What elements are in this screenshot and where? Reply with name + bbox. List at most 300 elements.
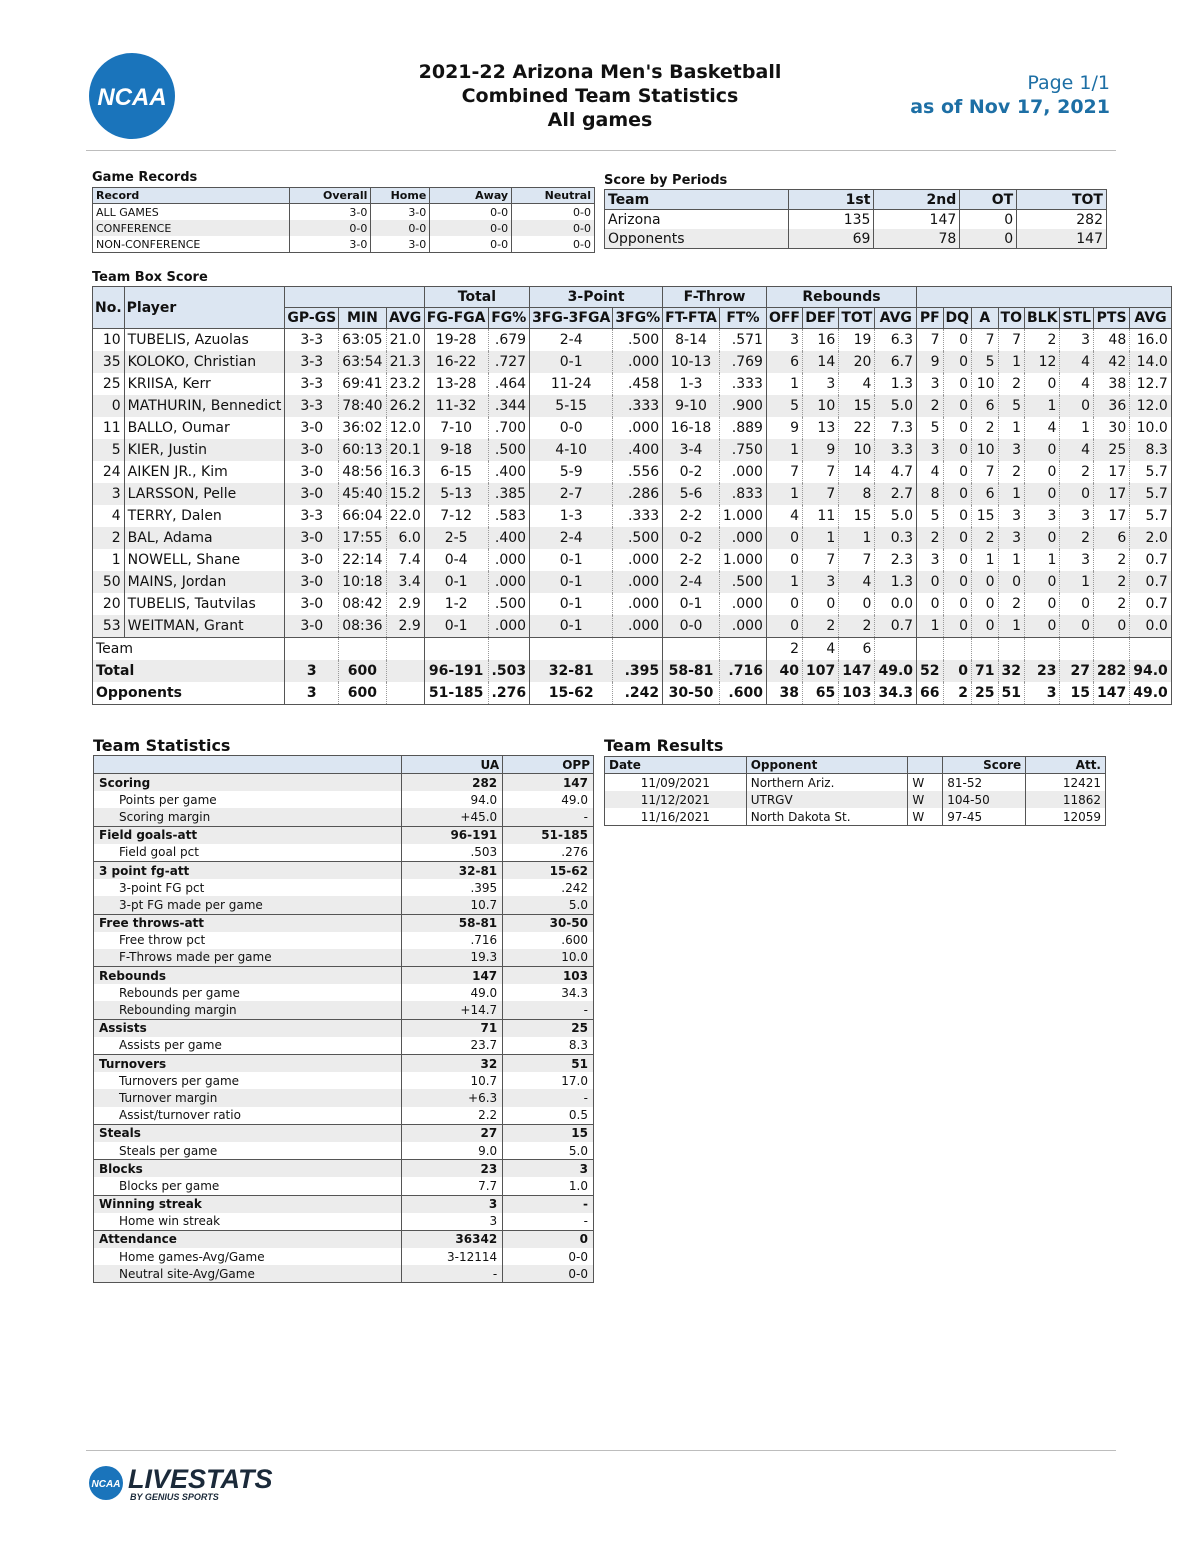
player-stat: 10-13	[663, 351, 720, 373]
box-col-header: 3FG%	[613, 308, 663, 329]
group-rebounds: Rebounds	[766, 287, 916, 308]
gr-cell: 0-0	[430, 204, 512, 221]
gr-header: Overall	[289, 188, 371, 204]
player-stat: 16.3	[386, 461, 424, 483]
player-stat: 3-0	[285, 461, 339, 483]
player-stat: 0.7	[1130, 549, 1172, 571]
ts-group-row	[94, 1160, 594, 1178]
ts-cell: 58-81	[402, 914, 503, 932]
player-stat: 3	[803, 373, 839, 395]
result-cell: North Dakota St.	[746, 808, 908, 826]
ts-cell: 3-12114	[402, 1248, 503, 1265]
player-stat: 1	[1060, 417, 1094, 439]
player-stat: 7-12	[424, 505, 488, 527]
sp-header: TOT	[1017, 190, 1107, 210]
player-stat: 19	[839, 329, 875, 352]
opp-row-cell: 38	[766, 682, 802, 705]
player-stat: 16-22	[424, 351, 488, 373]
ts-group-row	[94, 1055, 594, 1073]
ts-cell: Scoring	[94, 774, 402, 792]
player-stat: 1.000	[719, 505, 766, 527]
ts-cell: 36342	[402, 1230, 503, 1248]
player-stat: 0	[943, 417, 972, 439]
opp-row-cell: .276	[488, 682, 530, 705]
player-stat: 0	[766, 549, 802, 571]
player-name: NOWELL, Shane	[124, 549, 285, 571]
player-stat: 5-9	[530, 461, 613, 483]
opp-row-cell: 65	[803, 682, 839, 705]
player-row	[93, 593, 1172, 615]
ts-sub-row	[94, 1072, 594, 1089]
ts-cell: Attendance	[94, 1230, 402, 1248]
total-row-cell: 96-191	[424, 660, 488, 682]
player-stat: 0	[1025, 439, 1060, 461]
total-row-cell: 52	[917, 660, 943, 682]
player-name: MAINS, Jordan	[124, 571, 285, 593]
ts-cell: Rebounds	[94, 967, 402, 985]
ts-cell: 282	[402, 774, 503, 792]
ts-header: OPP	[503, 756, 594, 774]
player-stat: 0	[917, 571, 943, 593]
player-stat: 2	[839, 615, 875, 638]
ts-group-row	[94, 914, 594, 932]
player-stat: .500	[719, 571, 766, 593]
ts-cell: Assists	[94, 1019, 402, 1037]
player-stat: .500	[613, 329, 663, 352]
opp-row-cell: 15	[1060, 682, 1094, 705]
team-row-cell	[339, 638, 386, 661]
opp-row-cell: 147	[1094, 682, 1130, 705]
box-col-header: TO	[998, 308, 1024, 329]
player-stat: 11-32	[424, 395, 488, 417]
ts-cell: 23.7	[402, 1037, 503, 1055]
player-stat: 0-0	[663, 615, 720, 638]
player-stat: .750	[719, 439, 766, 461]
player-stat: 20	[102, 596, 121, 612]
ts-cell: .242	[503, 879, 594, 896]
total-row-cell: 32	[998, 660, 1024, 682]
player-stat: 4.7	[875, 461, 917, 483]
player-stat: 10.0	[1130, 417, 1172, 439]
player-stat: 63:05	[339, 329, 386, 352]
player-stat: 1	[998, 351, 1024, 373]
player-stat: 66:04	[339, 505, 386, 527]
player-stat: 5.0	[875, 395, 917, 417]
player-stat: 3-0	[285, 527, 339, 549]
sp-cell: 69	[788, 229, 874, 249]
player-stat: 15	[839, 505, 875, 527]
ts-cell: .395	[402, 879, 503, 896]
player-stat: 2	[972, 417, 998, 439]
player-stat: 0-2	[663, 461, 720, 483]
player-stat: 7	[803, 461, 839, 483]
sp-cell: 0	[960, 210, 1017, 230]
player-row	[93, 417, 1172, 439]
ts-cell: 51-185	[503, 826, 594, 844]
team-row-cell	[917, 638, 943, 661]
player-stat: 2	[1094, 571, 1130, 593]
player-stat: .000	[719, 615, 766, 638]
ts-cell: Turnovers	[94, 1055, 402, 1073]
player-stat: 1	[1060, 571, 1094, 593]
ts-cell: Rebounding margin	[94, 1001, 402, 1019]
opp-row-label: Opponents	[96, 685, 183, 701]
player-stat: .000	[719, 527, 766, 549]
ts-cell: 1.0	[503, 1177, 594, 1195]
total-row-cell	[386, 660, 424, 682]
player-stat: .583	[488, 505, 530, 527]
player-stat: 14	[839, 461, 875, 483]
player-stat: 0	[972, 571, 998, 593]
player-stat: 4	[1060, 351, 1094, 373]
player-stat: 0.3	[875, 527, 917, 549]
player-stat: .000	[488, 549, 530, 571]
player-stat: 0	[943, 439, 972, 461]
ts-cell: 0-0	[503, 1248, 594, 1265]
player-stat: 5	[917, 417, 943, 439]
opp-row-cell: 3	[1025, 682, 1060, 705]
team-row-cell: 4	[803, 638, 839, 661]
player-stat: .286	[613, 483, 663, 505]
player-stat: 2	[1060, 461, 1094, 483]
player-stat: 7	[972, 329, 998, 352]
player-stat: 4	[111, 508, 121, 524]
team-statistics-table	[93, 755, 594, 1283]
player-stat: 3.4	[386, 571, 424, 593]
player-stat: 2	[917, 395, 943, 417]
gr-header: Away	[430, 188, 512, 204]
player-stat: 1	[1025, 395, 1060, 417]
ncaa-logo	[88, 52, 176, 140]
player-stat: 0-4	[424, 549, 488, 571]
player-stat: 0	[1025, 373, 1060, 395]
ts-cell: 0	[503, 1230, 594, 1248]
player-stat: .679	[488, 329, 530, 352]
ts-cell: 147	[503, 774, 594, 792]
ts-cell: 17.0	[503, 1072, 594, 1089]
player-stat: .000	[613, 417, 663, 439]
player-stat: .556	[613, 461, 663, 483]
ts-cell: -	[503, 1001, 594, 1019]
gr-cell: 3-0	[289, 204, 371, 221]
player-name: TERRY, Dalen	[124, 505, 285, 527]
player-name: KIER, Justin	[124, 439, 285, 461]
player-stat: 6	[972, 483, 998, 505]
sp-header: Team	[605, 190, 789, 210]
player-stat: 0	[766, 615, 802, 638]
ts-cell: 8.3	[503, 1037, 594, 1055]
team-results-title: Team Results	[604, 736, 724, 755]
player-stat: 0	[93, 395, 125, 417]
player-stat: 9-10	[663, 395, 720, 417]
player-stat: 2-2	[663, 549, 720, 571]
ts-cell: Blocks	[94, 1160, 402, 1178]
player-stat: .400	[488, 461, 530, 483]
ts-sub-row	[94, 1107, 594, 1125]
player-stat: 0	[1060, 483, 1094, 505]
player-stat: 1	[766, 373, 802, 395]
player-stat: 0.7	[1130, 593, 1172, 615]
sp-row	[605, 210, 1107, 230]
player-stat: 2	[93, 527, 125, 549]
player-row	[93, 615, 1172, 638]
player-stat: .000	[613, 549, 663, 571]
player-stat: 2	[1094, 549, 1130, 571]
team-row-cell	[719, 638, 766, 661]
player-stat: 2-7	[530, 483, 613, 505]
ts-cell: 94.0	[402, 791, 503, 808]
player-stat: 0-1	[424, 615, 488, 638]
player-stat: 3-3	[285, 395, 339, 417]
player-stat: 0.7	[875, 615, 917, 638]
player-stat: 0	[1025, 615, 1060, 638]
player-stat: 15	[972, 505, 998, 527]
ts-cell: 51	[503, 1055, 594, 1073]
player-stat: 50	[93, 571, 125, 593]
player-stat: .385	[488, 483, 530, 505]
col-player: Player	[124, 287, 285, 329]
player-stat: 5.7	[1130, 483, 1172, 505]
player-stat: 0	[839, 593, 875, 615]
opp-row-cell: 600	[339, 682, 386, 705]
result-cell: 104-50	[943, 791, 1026, 808]
tr-header: Score	[943, 757, 1026, 774]
ts-sub-row	[94, 791, 594, 808]
player-stat: .400	[488, 527, 530, 549]
player-stat: 17:55	[339, 527, 386, 549]
player-stat: 2.9	[386, 593, 424, 615]
gr-cell: 0-0	[371, 220, 430, 236]
player-stat: 48:56	[339, 461, 386, 483]
team-row-cell: 2	[766, 638, 802, 661]
player-stat: 2.9	[386, 615, 424, 638]
opp-row-cell	[386, 682, 424, 705]
ts-cell: Blocks per game	[119, 1178, 220, 1193]
player-stat: 8	[917, 483, 943, 505]
page-info	[910, 72, 1110, 119]
opp-row-cell: 25	[972, 682, 998, 705]
player-stat: 0	[917, 593, 943, 615]
game-records-table	[92, 187, 595, 253]
player-stat: 4	[1060, 373, 1094, 395]
ts-cell: +14.7	[402, 1001, 503, 1019]
player-stat: 1	[998, 549, 1024, 571]
player-stat: 6.7	[875, 351, 917, 373]
player-stat: 4	[766, 505, 802, 527]
player-stat: 22	[839, 417, 875, 439]
player-stat: .769	[719, 351, 766, 373]
ts-cell: 5.0	[503, 1142, 594, 1160]
box-col-header: OFF	[766, 308, 802, 329]
player-stat: .900	[719, 395, 766, 417]
player-stat: 3-0	[285, 571, 339, 593]
player-stat: 3	[998, 439, 1024, 461]
sp-row	[605, 229, 1107, 249]
player-row	[93, 505, 1172, 527]
player-stat: 3-0	[285, 593, 339, 615]
ts-sub-row	[94, 879, 594, 896]
opp-row-cell: 2	[943, 682, 972, 705]
gr-cell: 3-0	[371, 204, 430, 221]
livestats-logo	[88, 1462, 278, 1508]
col-no: No.	[93, 287, 125, 329]
sp-header: OT	[960, 190, 1017, 210]
player-stat: 7.3	[875, 417, 917, 439]
ts-sub-row	[94, 1089, 594, 1106]
ts-cell: 3	[402, 1195, 503, 1213]
opp-row-cell: 66	[917, 682, 943, 705]
team-row-cell	[488, 638, 530, 661]
ts-cell: Steals per game	[119, 1143, 218, 1158]
ts-cell: 15-62	[503, 861, 594, 879]
ts-cell: Field goal pct	[119, 845, 199, 860]
player-stat: 22:14	[339, 549, 386, 571]
ts-group-row	[94, 967, 594, 985]
ts-header: UA	[402, 756, 503, 774]
ts-cell: 3-pt FG made per game	[94, 896, 402, 914]
player-stat: 7	[839, 549, 875, 571]
ts-cell: 147	[402, 967, 503, 985]
ts-cell: 96-191	[402, 826, 503, 844]
ts-cell: -	[503, 1089, 594, 1106]
ts-cell: 34.3	[503, 984, 594, 1001]
player-stat: 12.0	[386, 417, 424, 439]
player-stat: 5-6	[663, 483, 720, 505]
player-stat: 7	[803, 483, 839, 505]
player-stat: 10	[102, 332, 121, 348]
player-stat: 3	[998, 527, 1024, 549]
player-stat: 3-3	[285, 329, 339, 352]
ts-cell: +6.3	[402, 1089, 503, 1106]
player-stat: 10	[972, 373, 998, 395]
report-title	[380, 60, 820, 132]
player-stat: 8-14	[663, 329, 720, 352]
player-stat: 3-4	[663, 439, 720, 461]
opp-row-cell: 3	[285, 682, 339, 705]
player-stat: .000	[488, 571, 530, 593]
player-stat: 16-18	[663, 417, 720, 439]
team-results-table	[604, 756, 1106, 826]
player-stat: 10	[839, 439, 875, 461]
player-stat: 5	[766, 395, 802, 417]
player-stat: 0	[943, 549, 972, 571]
player-stat: 17	[1094, 483, 1130, 505]
player-stat: 1.3	[875, 373, 917, 395]
player-stat: 1.3	[875, 571, 917, 593]
opp-row-cell: 51-185	[424, 682, 488, 705]
footer-divider	[86, 1450, 1116, 1451]
box-col-header: DQ	[943, 308, 972, 329]
player-stat: 0	[1025, 593, 1060, 615]
ts-cell: 0-0	[503, 1265, 594, 1283]
result-cell: 12059	[1026, 808, 1106, 826]
player-row	[93, 461, 1172, 483]
title-line-1: 2021-22 Arizona Men's Basketball	[418, 61, 782, 83]
player-stat: 0-1	[663, 593, 720, 615]
player-stat: .000	[488, 615, 530, 638]
ts-sub-row	[94, 1142, 594, 1160]
player-stat: 17	[1094, 505, 1130, 527]
ts-cell: -	[503, 1213, 594, 1231]
total-row-label: Total	[93, 660, 285, 682]
player-stat: 0.7	[1130, 571, 1172, 593]
player-stat: 6.3	[875, 329, 917, 352]
player-stat: 0	[1060, 395, 1094, 417]
player-stat: 1	[766, 439, 802, 461]
player-stat: .464	[488, 373, 530, 395]
opp-row-cell: 49.0	[1130, 682, 1172, 705]
player-stat: 0	[803, 593, 839, 615]
player-stat: 20.1	[386, 439, 424, 461]
player-stat: 1-3	[530, 505, 613, 527]
opp-row-cell: 30-50	[663, 682, 720, 705]
player-stat: 0	[998, 571, 1024, 593]
total-row-cell: 0	[943, 660, 972, 682]
box-col-header: STL	[1060, 308, 1094, 329]
player-stat: 53	[93, 615, 125, 638]
total-row-cell: 282	[1094, 660, 1130, 682]
player-stat: 0	[943, 329, 972, 352]
player-stat: 17	[1094, 461, 1130, 483]
player-stat: 3-0	[285, 615, 339, 638]
player-stat: .500	[488, 593, 530, 615]
ts-cell: Assists per game	[119, 1038, 222, 1053]
player-stat: 8.3	[1130, 439, 1172, 461]
ncaa-logo-text: NCAA	[97, 84, 167, 111]
box-score-title: Team Box Score	[92, 270, 208, 285]
team-row-cell	[1130, 638, 1172, 661]
player-stat: 30	[1094, 417, 1130, 439]
team-row-cell	[1094, 638, 1130, 661]
team-row	[93, 638, 1172, 661]
group-blank-1	[285, 287, 424, 308]
ts-cell: -	[503, 1195, 594, 1213]
player-stat: 15	[839, 395, 875, 417]
player-stat: 14	[803, 351, 839, 373]
ts-sub-row	[94, 1248, 594, 1265]
ts-cell: Neutral site-Avg/Game	[94, 1265, 402, 1283]
player-stat: .344	[488, 395, 530, 417]
ts-cell: Free throws-att	[94, 914, 402, 932]
team-row-cell	[285, 638, 339, 661]
player-stat: 6	[1094, 527, 1130, 549]
player-stat: 0	[1025, 461, 1060, 483]
result-cell: W	[908, 808, 943, 826]
tr-header: Opponent	[746, 757, 908, 774]
result-cell: 11/09/2021	[640, 775, 710, 790]
gr-cell: NON-CONFERENCE	[96, 237, 201, 251]
ts-sub-row	[94, 1177, 594, 1195]
player-stat: 1	[803, 527, 839, 549]
player-stat: 5	[917, 505, 943, 527]
player-stat: 0.0	[875, 593, 917, 615]
player-stat: 0	[1060, 593, 1094, 615]
player-stat: 7	[998, 329, 1024, 352]
player-stat: 0	[943, 373, 972, 395]
total-row-cell: 49.0	[875, 660, 917, 682]
player-stat: 0	[766, 527, 802, 549]
result-cell: W	[908, 774, 943, 792]
team-row-cell	[1025, 638, 1060, 661]
player-stat: 21.3	[386, 351, 424, 373]
player-stat: .500	[488, 439, 530, 461]
player-name: BALLO, Oumar	[124, 417, 285, 439]
player-stat: 78:40	[339, 395, 386, 417]
total-row-cell: 147	[839, 660, 875, 682]
player-stat: 23.2	[386, 373, 424, 395]
ts-cell: 3-point FG pct	[119, 880, 205, 895]
player-stat: 1	[839, 527, 875, 549]
